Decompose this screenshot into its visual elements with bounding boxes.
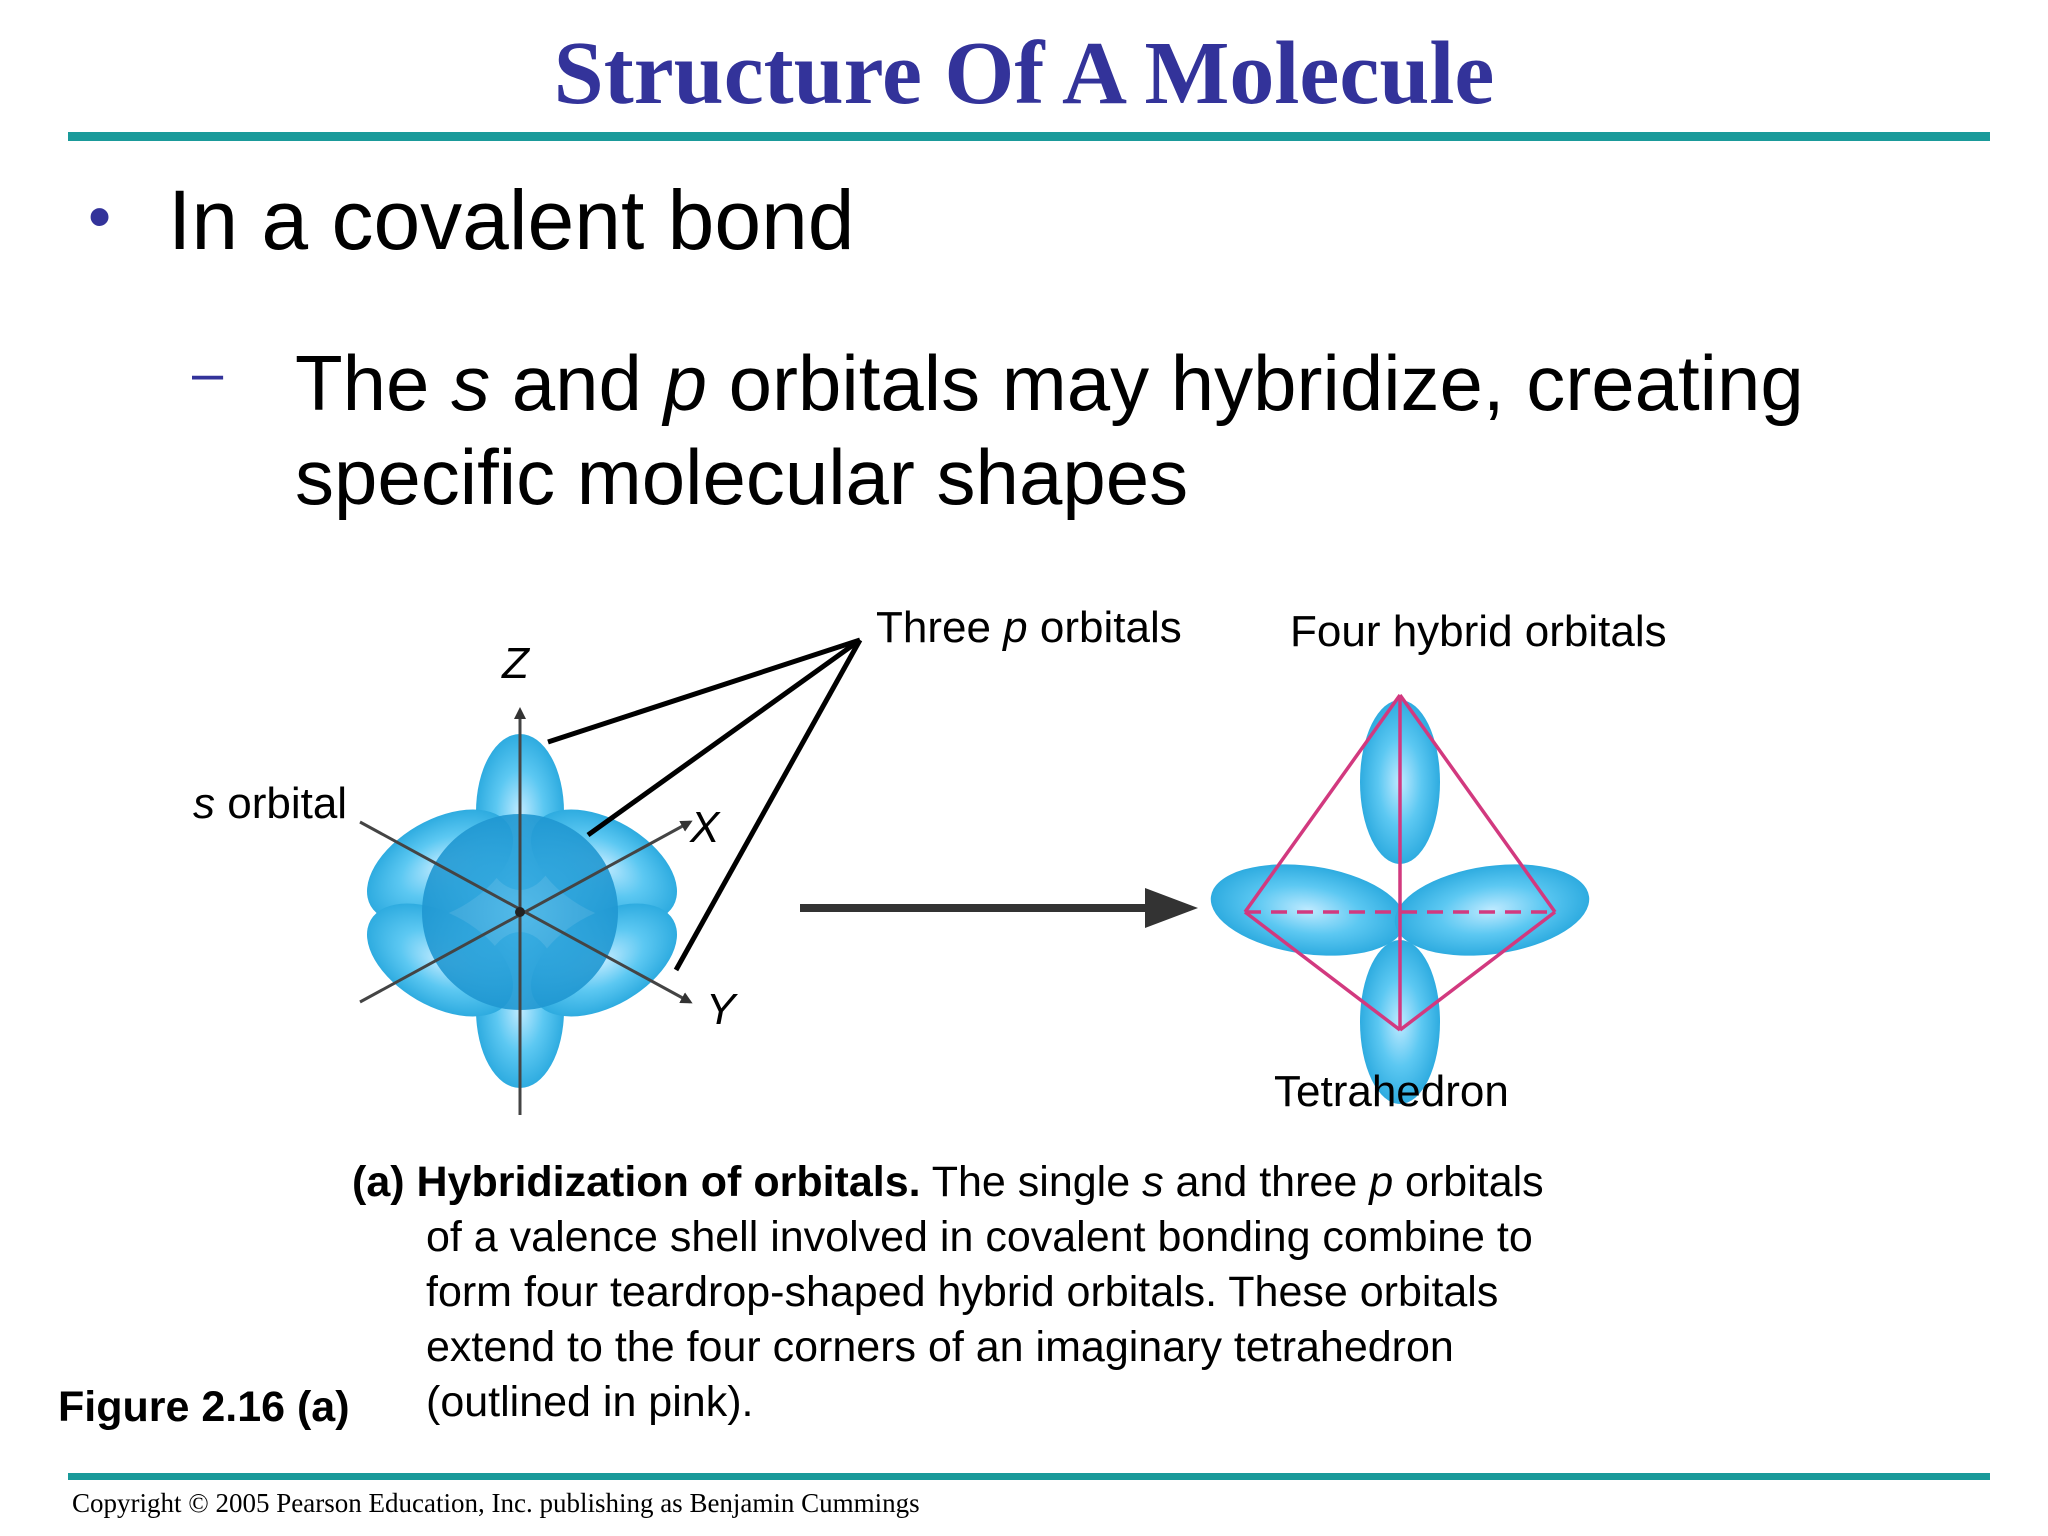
sub-bullet-line-1: The s and p orbitals may hybridize, creating (295, 339, 1804, 427)
sub-bullet-line-2: specific molecular shapes (295, 433, 1189, 521)
caption-line-5: (outlined in pink). (426, 1378, 754, 1426)
axis-z-label: Z (502, 639, 529, 688)
bullet-text-1: In a covalent bond (168, 173, 855, 267)
transform-arrow (800, 888, 1198, 928)
transform-arrow-head (1145, 888, 1198, 928)
s-and-p-orbitals (348, 710, 697, 1115)
nucleus-dot (515, 907, 525, 917)
caption-line-3: form four teardrop-shaped hybrid orbitals. These orbitals (426, 1268, 1499, 1316)
caption-line-2: of a valence shell involved in covalent bonding combine to (426, 1213, 1533, 1261)
tetrahedron-outline (1245, 695, 1555, 1030)
four-hybrid-orbitals-label: Four hybrid orbitals (1290, 607, 1667, 656)
axis-x-label: X (690, 803, 720, 852)
figure-number-label: Figure 2.16 (a) (58, 1383, 350, 1431)
bullet-dot: • (88, 179, 112, 253)
three-p-orbitals-label: Three p orbitals (876, 603, 1182, 652)
bottom-divider (68, 1473, 1990, 1480)
sub-bullet-dash: – (192, 341, 224, 404)
figure-caption (352, 1155, 1652, 1430)
s-orbital-label: s orbital (193, 779, 348, 828)
tetrahedron-label: Tetrahedron (1274, 1067, 1509, 1116)
caption-line-1: (a) Hybridization of orbitals. The single s and three p orbitals (352, 1158, 1544, 1206)
hybrid-lobe-right (1389, 853, 1595, 967)
caption-line-4: extend to the four corners of an imaginary tetrahedron (426, 1323, 1454, 1371)
page-title: Structure Of A Molecule (553, 24, 1495, 123)
pointer-line-2 (588, 640, 860, 835)
hybrid-lobe-left (1205, 853, 1411, 967)
copyright-notice: Copyright © 2005 Pearson Education, Inc. publishing as Benjamin Cummings (72, 1488, 920, 1518)
axis-y-label: Y (706, 985, 736, 1034)
